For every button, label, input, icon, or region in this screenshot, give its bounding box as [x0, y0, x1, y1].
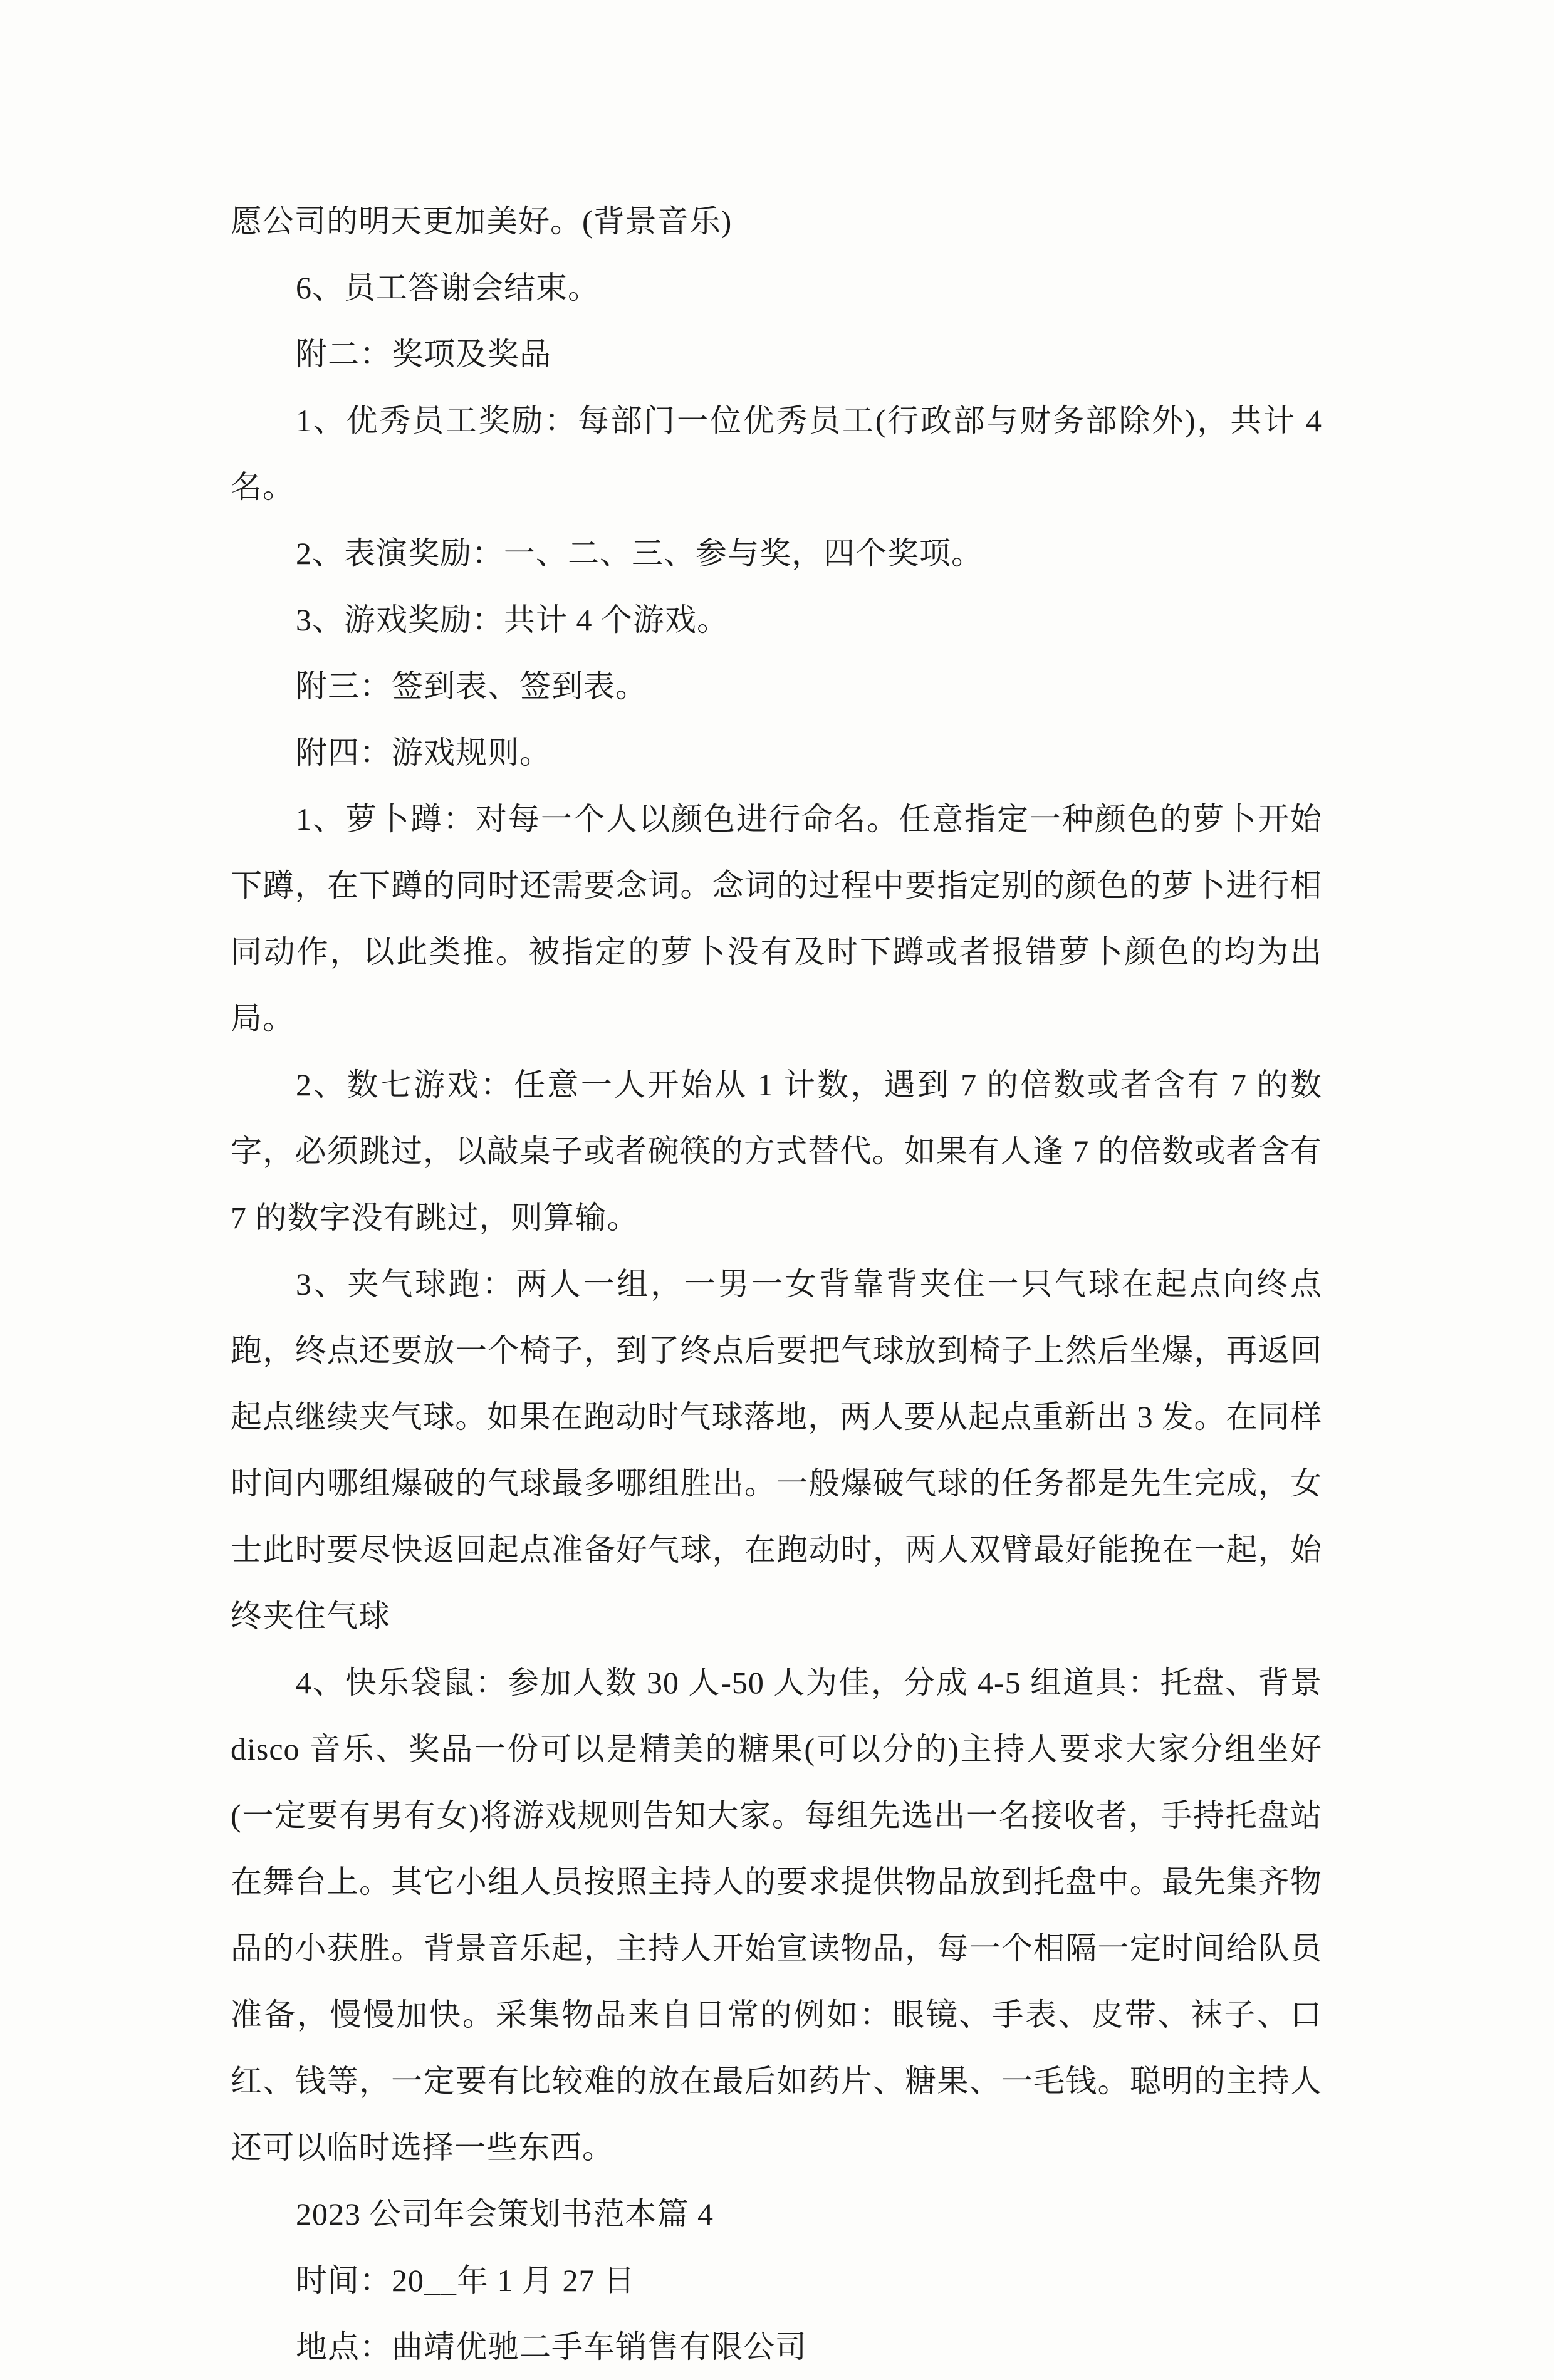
- paragraph: 3、夹气球跑：两人一组，一男一女背靠背夹住一只气球在起点向终点跑，终点还要放一个椅子，到了终点后要把气球放到椅子上然后坐爆，再返回起点继续夹气球。如果在跑动时气球落地，两人要从起点重新出 3 发。在同样时间内哪组爆破的气球最多哪组胜出。一般爆破气球的任务都是先生完成，女士此时要尽快返回起点准备好气球，在跑动时，两人双臂最好能挽在一起，始终夹住气球: [231, 1266, 1322, 1634]
- paragraph: 2、表演奖励：一、二、三、参与奖，四个奖项。: [296, 536, 983, 571]
- paragraph: 附二：奖项及奖品: [296, 337, 551, 372]
- paragraph: 地点：曲靖优驰二手车销售有限公司: [296, 2329, 807, 2364]
- paragraph: 附四：游戏规则。: [296, 735, 551, 770]
- paragraph: 附三：签到表、签到表。: [296, 669, 647, 704]
- paragraph: 2023 公司年会策划书范本篇 4: [296, 2196, 714, 2231]
- paragraph: 4、快乐袋鼠：参加人数 30 人-50 人为佳，分成 4-5 组道具：托盘、背景 disco 音乐、奖品一份可以是精美的糖果(可以分的)主持人要求大家分组坐好(一定要有男有女)将游戏规则告知大家。每组先选出一名接收者，手持托盘站在舞台上。其它小组人员按照主持人的要求提供物品放到托盘中。最先集齐物品的小获胜。背景音乐起，主持人开始宣读物品，每一个相隔一定时间给队员准备，慢慢加快。采集物品来自日常的例如：眼镜、手表、皮带、袜子、口红、钱等，一定要有比较难的放在最后如药片、糖果、一毛钱。聪明的主持人还可以临时选择一些东西。: [231, 1665, 1322, 2165]
- paragraph: 1、萝卜蹲：对每一个人以颜色进行命名。任意指定一种颜色的萝卜开始下蹲，在下蹲的同时还需要念词。念词的过程中要指定别的颜色的萝卜进行相同动作，以此类推。被指定的萝卜没有及时下蹲或者报错萝卜颜色的均为出局。: [231, 801, 1322, 1036]
- paragraph: 2、数七游戏：任意一人开始从 1 计数，遇到 7 的倍数或者含有 7 的数字，必须跳过，以敲桌子或者碗筷的方式替代。如果有人逢 7 的倍数或者含有 7 的数字没有跳过，则算输。: [231, 1067, 1322, 1235]
- paragraph: 6、员工答谢会结束。: [296, 270, 600, 305]
- document-body: [231, 188, 1322, 2380]
- paragraph: 3、游戏奖励：共计 4 个游戏。: [296, 602, 729, 637]
- paragraph: 愿公司的明天更加美好。(背景音乐): [231, 204, 733, 239]
- paragraph: 时间：20__年 1 月 27 日: [296, 2263, 635, 2298]
- paragraph: 1、优秀员工奖励：每部门一位优秀员工(行政部与财务部除外)，共计 4 名。: [231, 403, 1322, 504]
